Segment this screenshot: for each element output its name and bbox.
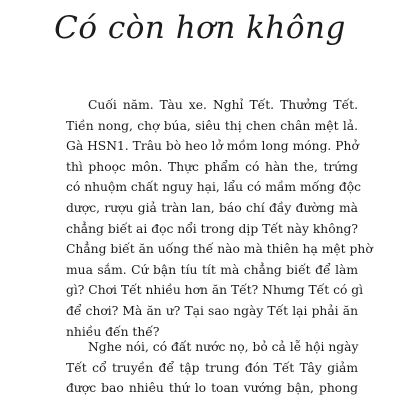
- text-line: Nghe nói, có đất nước nọ, bỏ cả lễ hội ngày: [88, 340, 359, 354]
- paragraph-1: [66, 95, 373, 342]
- text-line: dược, rượu giả tràn lan, báo chí đầy đường mà: [66, 200, 358, 215]
- chapter-title: Có còn hơn không: [54, 10, 346, 46]
- text-line: nhiều đến thế?: [66, 324, 160, 339]
- text-line: Tết cổ truyền để tập trung đón Tết Tây giảm: [66, 360, 358, 375]
- text-line: chẳng biết ai đọc nổi trong dịp Tết này không?: [66, 221, 358, 236]
- text-line: để chơi? Mà ăn ư? Tại sao ngày Tết lại phải ăn: [66, 303, 358, 318]
- text-line: gì? Chơi Tết nhiều hơn ăn Tết? Nhưng Tết có gì: [66, 283, 364, 298]
- text-line: Gà HSN1. Trâu bò heo lở mồm long móng. Phở: [66, 139, 359, 154]
- text-line: có nhuộm chất nguy hại, lẩu có mầm mống độc: [66, 180, 361, 195]
- text-line: được bao nhiêu thứ lo toan vướng bận, phong: [66, 381, 358, 396]
- text-line: Cuối năm. Tàu xe. Nghỉ Tết. Thưởng Tết.: [88, 98, 358, 112]
- text-line: thì phoọc môn. Thực phẩm có hàn the, trứng: [66, 159, 358, 174]
- text-line: Tiền nong, chợ búa, siêu thị chen chân mệt lả.: [66, 118, 358, 133]
- text-line: mua sắm. Cứ bận tíu tít mà chẳng biết để làm: [66, 262, 358, 277]
- text-line: Chẳng biết ăn uống thế nào mà thiên hạ mệt phờ: [66, 242, 373, 257]
- paragraph-2: [66, 337, 358, 399]
